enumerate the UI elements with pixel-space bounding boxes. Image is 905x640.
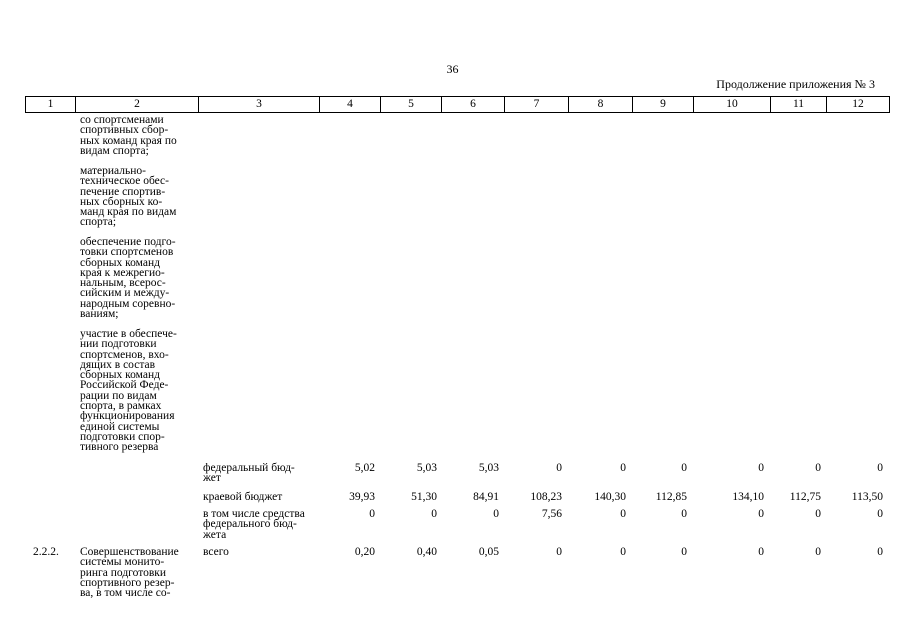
- funding-source: [203, 547, 321, 557]
- description-paragraph-line: подготовки спор-: [80, 430, 165, 443]
- description-paragraph-line: спорта, в рамках: [80, 400, 162, 413]
- column-header: 7: [505, 97, 569, 113]
- funding-value: 5,03: [416, 462, 437, 474]
- description-paragraph-line: техническое обес-: [80, 175, 169, 188]
- funding-value: 0: [556, 462, 562, 474]
- funding-value: 112,75: [789, 491, 821, 503]
- column-header-table: [25, 96, 890, 113]
- description-paragraph-line: обеспечение подго-: [80, 236, 176, 248]
- funding-value: 39,93: [349, 491, 375, 503]
- funding-value: 51,30: [411, 491, 437, 503]
- description-paragraph-line: сборных команд: [80, 256, 160, 269]
- description-paragraph-line: видам спорта;: [80, 144, 149, 157]
- funding-value: 0: [815, 462, 821, 474]
- description-paragraph-line: края к межрегио-: [80, 266, 165, 279]
- funding-source: [203, 463, 321, 484]
- column-header: 3: [199, 97, 320, 113]
- funding-value: 0: [556, 546, 562, 558]
- funding-value: 112,85: [655, 491, 687, 503]
- column-header: 12: [827, 97, 890, 113]
- funding-value: 0: [681, 462, 687, 474]
- item-description-line: ва, в том числе со-: [80, 587, 171, 600]
- column-header: 1: [26, 97, 76, 113]
- description-paragraph-line: народным соревно-: [80, 297, 176, 310]
- description-paragraph-line: спортивных сбор-: [80, 124, 169, 137]
- description-paragraph-line: сийским и между-: [80, 287, 170, 300]
- description-paragraph-line: со спортсменами: [80, 114, 164, 126]
- continuation-label: Продолжение приложения № 3: [716, 77, 875, 91]
- column-header: 5: [381, 97, 442, 113]
- funding-value: 108,23: [530, 491, 562, 503]
- item-description-line: спортивного резер-: [80, 576, 175, 589]
- funding-value: 5,03: [478, 462, 499, 474]
- item-description-line: системы монито-: [80, 556, 165, 569]
- page-number: 36: [446, 62, 459, 76]
- column-header: 2: [76, 97, 199, 113]
- item-description-line: Совершенствование: [80, 546, 179, 558]
- description-paragraph-line: спортсменов, вхо-: [80, 348, 169, 361]
- funding-value: 0,05: [478, 546, 499, 558]
- description-paragraph-line: материально-: [80, 165, 146, 177]
- funding-value: 0: [758, 508, 764, 520]
- description-paragraph: [80, 166, 198, 228]
- funding-source-line: жет: [203, 472, 221, 485]
- description-paragraph-line: нальным, всерос-: [80, 277, 166, 290]
- description-paragraph-line: спорта;: [80, 216, 117, 229]
- funding-value: 84,91: [473, 491, 499, 503]
- funding-value: 113,50: [851, 491, 883, 503]
- description-paragraph-line: нии подготовки: [80, 338, 157, 351]
- description-paragraph-line: участие в обеспече-: [80, 328, 177, 340]
- funding-source: [203, 509, 321, 540]
- description-paragraph-line: тивного резерва: [80, 441, 159, 454]
- description-paragraph-line: дящих в состав: [80, 358, 156, 371]
- description-paragraph-line: единой системы: [80, 420, 160, 433]
- column-header: 4: [320, 97, 381, 113]
- funding-value: 0,20: [354, 546, 375, 558]
- funding-value: 0: [815, 508, 821, 520]
- funding-value: 0: [620, 462, 626, 474]
- funding-value: 0: [431, 508, 437, 520]
- funding-value: 0: [620, 546, 626, 558]
- column-header-row: [26, 97, 890, 113]
- funding-value: 0: [758, 546, 764, 558]
- funding-source-line: жета: [203, 528, 227, 541]
- description-paragraph-line: сборных команд: [80, 369, 160, 382]
- funding-value: 0: [877, 546, 883, 558]
- column-header: 10: [694, 97, 771, 113]
- funding-source-line: в том числе средства: [203, 508, 305, 520]
- description-paragraph: [80, 237, 198, 319]
- description-paragraph-line: ваниям;: [80, 308, 119, 321]
- description-paragraph: [80, 329, 198, 453]
- description-paragraph-line: Российской Феде-: [80, 379, 169, 392]
- description-paragraph-line: товки спортсменов: [80, 246, 174, 259]
- column-header: 11: [771, 97, 827, 113]
- funding-value: 5,02: [354, 462, 375, 474]
- description-paragraph-line: рации по видам: [80, 389, 157, 402]
- description-paragraph-line: манд края по видам: [80, 206, 177, 219]
- funding-value: 0: [877, 462, 883, 474]
- funding-value: 7,56: [541, 508, 562, 520]
- funding-value: 0: [681, 508, 687, 520]
- funding-value: 0: [369, 508, 375, 520]
- funding-source-line: федеральный бюд-: [203, 462, 295, 474]
- funding-source-line: краевой бюджет: [203, 491, 283, 503]
- description-paragraph: [80, 115, 198, 156]
- description-paragraph-line: ных команд края по: [80, 134, 177, 147]
- funding-value: 0: [815, 546, 821, 558]
- column-header: 9: [633, 97, 694, 113]
- funding-value: 0: [620, 508, 626, 520]
- funding-value: 0: [493, 508, 499, 520]
- funding-value: 0: [758, 462, 764, 474]
- description-paragraph-line: ных сборных ко-: [80, 195, 163, 208]
- funding-source-line: всего: [203, 546, 229, 558]
- funding-value: 0: [877, 508, 883, 520]
- funding-source: [203, 492, 321, 502]
- description-paragraph-line: функционирования: [80, 410, 175, 423]
- item-code: 2.2.2.: [33, 546, 59, 558]
- item-description-line: ринга подготовки: [80, 566, 167, 579]
- description-paragraph-line: печение спортив-: [80, 185, 166, 198]
- funding-value: 0: [681, 546, 687, 558]
- funding-source-line: федерального бюд-: [203, 518, 297, 531]
- funding-value: 134,10: [732, 491, 764, 503]
- column-header: 6: [442, 97, 505, 113]
- column-header: 8: [569, 97, 633, 113]
- funding-value: 0,40: [416, 546, 437, 558]
- item-description: [80, 547, 198, 598]
- funding-value: 140,30: [594, 491, 626, 503]
